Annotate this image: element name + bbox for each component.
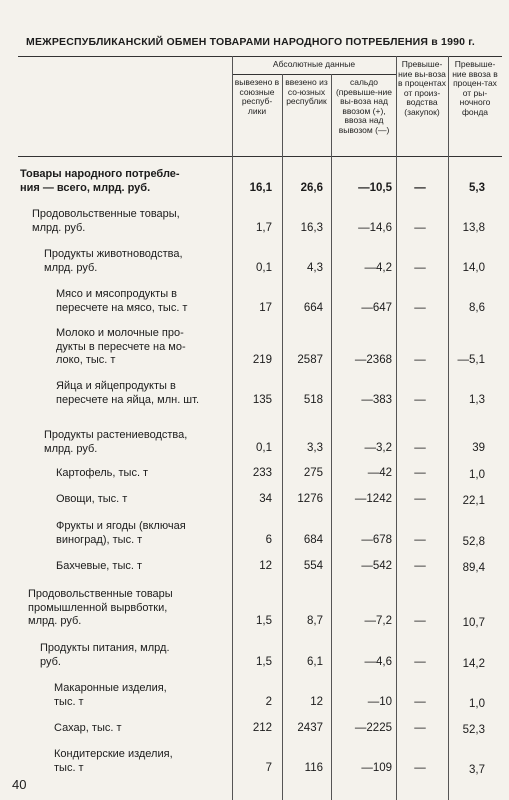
header-import-excess: Превыше-ние ввоза в процен-тах от ры-ночного фонда xyxy=(452,59,498,117)
cell-import-excess: 1,3 xyxy=(469,394,485,406)
cell-exported: 17 xyxy=(259,302,272,314)
header-exported: вывезено в союзные респуб-лики xyxy=(234,77,280,116)
cell-export-excess: — xyxy=(414,656,426,668)
cell-balance: —383 xyxy=(361,394,392,406)
cell-balance: —2225 xyxy=(354,722,392,734)
cell-balance: —647 xyxy=(361,302,392,314)
cell-exported: 212 xyxy=(252,722,272,734)
cell-export-excess: — xyxy=(414,493,426,505)
page-number: 40 xyxy=(12,777,27,792)
row-label: Овощи, тыс. т xyxy=(56,493,128,505)
cell-balance: —10 xyxy=(367,696,392,708)
cell-imported: 275 xyxy=(303,467,323,479)
cell-exported: 219 xyxy=(252,354,272,366)
table-title: МЕЖРЕСПУБЛИКАНСКИЙ ОБМЕН ТОВАРАМИ НАРОДНОГО ПОТРЕБЛЕНИЯ в 1990 г. xyxy=(26,36,475,48)
cell-import-excess: 22,1 xyxy=(462,495,485,507)
row-label: Продукты питания, млрд. руб. xyxy=(40,642,170,668)
header-group-rule xyxy=(232,74,396,75)
cell-balance: —678 xyxy=(361,534,392,546)
cell-import-excess: 52,3 xyxy=(462,724,485,736)
cell-balance: —2368 xyxy=(354,354,392,366)
cell-exported: 233 xyxy=(252,467,272,479)
cell-balance: —4,2 xyxy=(364,262,392,274)
cell-exported: 2 xyxy=(265,696,272,708)
cell-import-excess: 1,0 xyxy=(469,469,485,481)
header-group-absolute: Абсолютные данные xyxy=(272,59,356,69)
row-label: Яйца и яйцепродукты в пересчете на яйца, млн. шт. xyxy=(56,380,200,406)
cell-export-excess: — xyxy=(414,534,426,546)
row-label: Сахар, тыс. т xyxy=(54,722,122,734)
col-divider xyxy=(396,56,397,800)
cell-imported: 664 xyxy=(303,302,323,314)
cell-imported: 554 xyxy=(303,560,323,572)
cell-import-excess: 89,4 xyxy=(462,562,485,574)
cell-export-excess: — xyxy=(414,615,426,627)
cell-balance: —10,5 xyxy=(358,182,392,194)
cell-imported: 6,1 xyxy=(307,656,323,668)
header-export-excess: Превыше-ние вы-воза в процентах от произ-водства (закупок) xyxy=(398,59,446,117)
row-label: Макаронные изделия, тыс. т xyxy=(54,682,167,708)
header-bottom-rule xyxy=(18,156,502,157)
cell-imported: 8,7 xyxy=(307,615,323,627)
cell-export-excess: — xyxy=(414,722,426,734)
header-imported: ввезено из со-юзных республик xyxy=(285,77,328,106)
cell-exported: 1,7 xyxy=(256,222,272,234)
cell-export-excess: — xyxy=(414,467,426,479)
row-label: Мясо и мясопродукты в пересчете на мясо, тыс. т xyxy=(56,288,188,314)
cell-export-excess: — xyxy=(414,394,426,406)
cell-import-excess: 13,8 xyxy=(462,222,485,234)
cell-export-excess: — xyxy=(414,442,426,454)
cell-exported: 1,5 xyxy=(256,656,272,668)
row-label: Фрукты и ягоды (включая виноград), тыс. т xyxy=(56,520,186,546)
cell-import-excess: 39 xyxy=(472,442,485,454)
cell-exported: 1,5 xyxy=(256,615,272,627)
cell-imported: 1276 xyxy=(297,493,323,505)
cell-exported: 12 xyxy=(259,560,272,572)
col-divider xyxy=(448,56,449,800)
cell-imported: 3,3 xyxy=(307,442,323,454)
cell-import-excess: —5,1 xyxy=(457,354,485,366)
row-label: Продовольственные товары, млрд. руб. xyxy=(32,208,180,234)
row-label: Кондитерские изделия, тыс. т xyxy=(54,748,173,774)
cell-import-excess: 10,7 xyxy=(462,617,485,629)
row-label: Продовольственные товары промышленной вырвботки, млрд. руб. xyxy=(28,588,173,627)
cell-export-excess: — xyxy=(414,762,426,774)
cell-imported: 2587 xyxy=(297,354,323,366)
row-label: Продукты растениеводства, млрд. руб. xyxy=(44,429,188,455)
cell-exported: 34 xyxy=(259,493,272,505)
col-divider xyxy=(232,56,233,800)
cell-export-excess: — xyxy=(414,262,426,274)
cell-imported: 12 xyxy=(310,696,323,708)
cell-export-excess: — xyxy=(414,560,426,572)
cell-balance: —42 xyxy=(367,467,392,479)
cell-imported: 26,6 xyxy=(300,182,323,194)
cell-balance: —4,6 xyxy=(364,656,392,668)
cell-export-excess: — xyxy=(414,222,426,234)
cell-exported: 16,1 xyxy=(249,182,272,194)
row-label: Бахчевые, тыс. т xyxy=(56,560,143,572)
cell-imported: 4,3 xyxy=(307,262,323,274)
row-label: Молоко и молочные про- дукты в пересчете на мо- локо, тыс. т xyxy=(56,327,186,366)
cell-balance: —14,6 xyxy=(358,222,392,234)
cell-import-excess: 52,8 xyxy=(462,536,485,548)
cell-balance: —542 xyxy=(361,560,392,572)
cell-imported: 16,3 xyxy=(300,222,323,234)
cell-balance: —7,2 xyxy=(364,615,392,627)
cell-import-excess: 1,0 xyxy=(469,698,485,710)
cell-imported: 518 xyxy=(303,394,323,406)
cell-imported: 2437 xyxy=(297,722,323,734)
cell-import-excess: 14,0 xyxy=(462,262,485,274)
header-top-rule xyxy=(18,56,502,57)
row-label: Продукты животноводства, млрд. руб. xyxy=(44,248,183,274)
cell-imported: 116 xyxy=(304,762,323,774)
cell-exported: 6 xyxy=(265,534,272,546)
cell-export-excess: — xyxy=(414,182,426,194)
cell-balance: —3,2 xyxy=(364,442,392,454)
cell-import-excess: 3,7 xyxy=(469,764,485,776)
row-label: Картофель, тыс. т xyxy=(56,467,149,479)
cell-export-excess: — xyxy=(414,354,426,366)
cell-exported: 135 xyxy=(252,394,272,406)
cell-import-excess: 5,3 xyxy=(469,182,485,194)
cell-exported: 0,1 xyxy=(256,442,272,454)
cell-export-excess: — xyxy=(414,696,426,708)
cell-export-excess: — xyxy=(414,302,426,314)
row-label: Товары народного потребле- ния — всего, млрд. руб. xyxy=(20,168,180,194)
cell-exported: 0,1 xyxy=(256,262,272,274)
header-balance: сальдо (превыше-ние вы-воза над ввозом (+), ввоза над вывозом (—) xyxy=(335,77,393,135)
cell-balance: —109 xyxy=(361,762,392,774)
cell-balance: —1242 xyxy=(354,493,392,505)
cell-import-excess: 14,2 xyxy=(462,658,485,670)
cell-import-excess: 8,6 xyxy=(469,302,485,314)
cell-exported: 7 xyxy=(265,762,272,774)
cell-imported: 684 xyxy=(303,534,323,546)
